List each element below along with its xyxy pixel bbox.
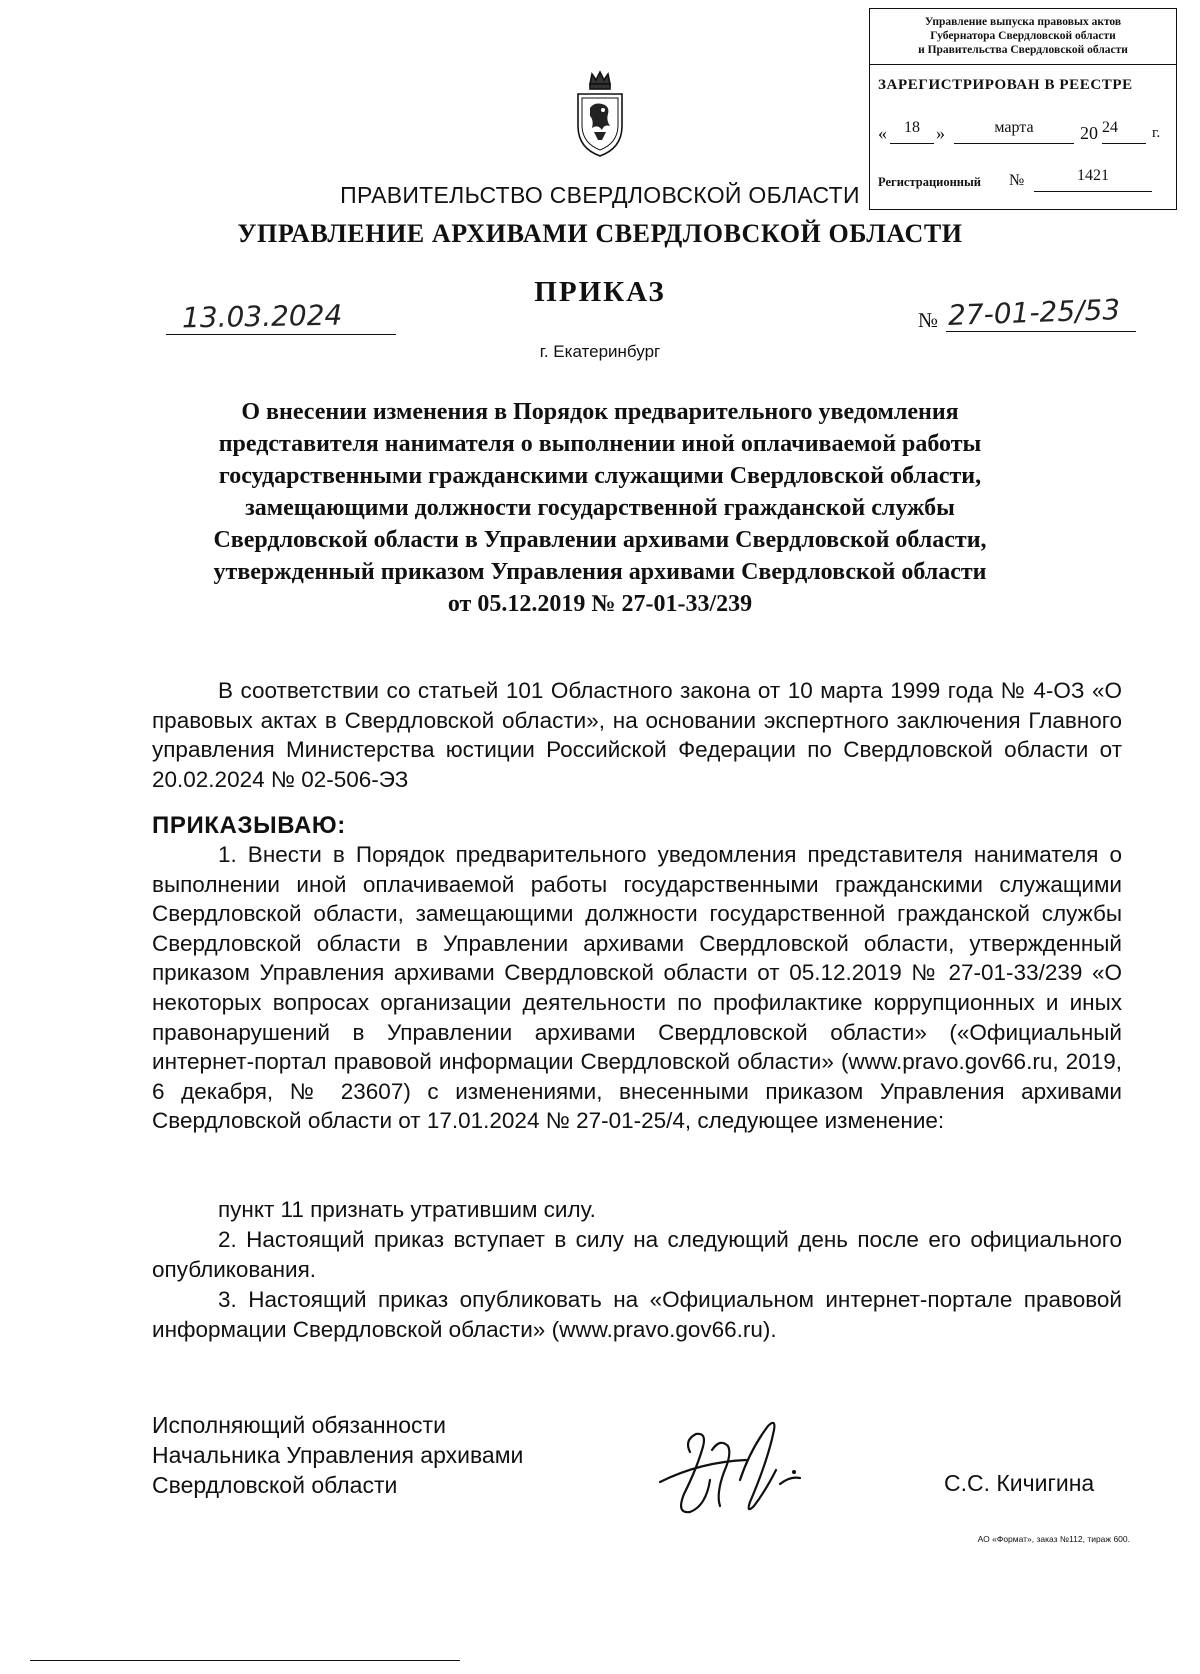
print-info: АО «Формат», заказ №112, тираж 600.: [977, 1534, 1130, 1544]
stamp-day: 18: [890, 119, 934, 144]
stamp-registered-label: ЗАРЕГИСТРИРОВАН В РЕЕСТРЕ: [878, 77, 1133, 93]
bottom-rule: [30, 1660, 460, 1661]
stamp-org-line: Губернатора Свердловской области: [930, 30, 1116, 42]
city: г. Екатеринбург: [539, 342, 661, 361]
document-type: ПРИКАЗ: [534, 276, 666, 308]
handwritten-signature: [650, 1410, 830, 1530]
order-title-line: представителя нанимателя о выполнении иной оплачиваемой работы: [218, 431, 982, 457]
department-header: УПРАВЛЕНИЕ АРХИВАМИ СВЕРДЛОВСКОЙ ОБЛАСТИ: [237, 219, 963, 248]
order-word: ПРИКАЗЫВАЮ:: [152, 812, 346, 839]
stamp-org-line: Управление выпуска правовых актов: [924, 16, 1122, 28]
signer-position-line: Исполняющий обязанности: [152, 1412, 446, 1438]
government-header: ПРАВИТЕЛЬСТВО СВЕРДЛОВСКОЙ ОБЛАСТИ: [340, 182, 860, 208]
stamp-number-sign: №: [1009, 172, 1025, 189]
item-1-paragraph: 1. Внести в Порядок предварительного уведомления представителя нанимателя о выполнении иной оплачиваемой работы государственными гражданскими служащими Свердловской области, замещающими должности государственной гражданской службы Свердловской области в Управлении архивами Свердловской области, утвержденный приказом Управления архивами Свердловской области от 05.12.2019 № 27-01-33/239 «О некоторых вопросах организации деятельности по профилактике коррупционных и иных правонарушений в Управлении архивами Свердловской области» («Официальный интернет-портал правовой информации Свердловской области» (www.pravo.gov66.ru, 2019, 6 декабря, № 23607) с изменениями, внесенными приказом Управления архивами Свердловской области от 17.01.2024 № 27-01-25/4, следующее изменение:: [152, 842, 1122, 1134]
stamp-number-label: Регистрационный: [878, 175, 981, 189]
signer-name: С.С. Кичигина: [944, 1470, 1095, 1496]
date-line: [166, 334, 396, 335]
handwritten-number: 27-01-25/53: [947, 293, 1121, 332]
order-title: [160, 396, 1040, 620]
preamble-paragraph: В соответствии со статьей 101 Областного закона от 10 марта 1999 года № 4-ОЗ «О правовых актах в Свердловской области», на основании экспертного заключения Главного управления Министерства юстиции Российской Федерации по Свердловской области от 20.02.2024 № 02-506-ЭЗ: [152, 678, 1122, 792]
stamp-number: 1421: [1034, 167, 1152, 192]
handwritten-date: 13.03.2024: [181, 298, 343, 335]
stamp-year-suffix: 24: [1102, 119, 1146, 144]
stamp-date: [878, 117, 1174, 145]
stamp-org-line: и Правительства Свердловской области: [918, 44, 1128, 56]
order-title-line: утвержденный приказом Управления архивами Свердловской области: [213, 559, 987, 585]
number-line: [946, 331, 1136, 332]
item-3-paragraph: 3. Настоящий приказ опубликовать на «Официальном интернет-портале правовой информации Свердловской области» (www.pravo.gov66.ru).: [152, 1287, 1122, 1342]
stamp-organization: [870, 9, 1176, 65]
signer-position: [152, 1410, 523, 1500]
stamp-month: марта: [954, 119, 1074, 144]
stamp-year-unit: г.: [1152, 125, 1161, 141]
item-1-subparagraph: пункт 11 признать утратившим силу.: [218, 1197, 596, 1222]
signer-position-line: Свердловской области: [152, 1472, 398, 1498]
order-title-line: государственными гражданскими служащими Свердловской области,: [218, 463, 982, 489]
order-title-line: от 05.12.2019 № 27-01-33/239: [447, 591, 753, 617]
stamp-quote-close: »: [936, 123, 945, 143]
order-title-line: О внесении изменения в Порядок предварительного уведомления: [241, 399, 959, 425]
item-2-paragraph: 2. Настоящий приказ вступает в силу на следующий день после его официального опубликования.: [152, 1227, 1122, 1282]
coat-of-arms-emblem: [572, 70, 628, 158]
stamp-year-prefix: 20: [1080, 123, 1098, 143]
signer-position-line: Начальника Управления архивами: [152, 1442, 524, 1468]
order-title-line: замещающими должности государственной гражданской службы: [245, 495, 955, 521]
number-sign: №: [918, 308, 939, 332]
order-title-line: Свердловской области в Управлении архивами Свердловской области,: [213, 527, 987, 553]
stamp-quote-open: «: [878, 123, 887, 143]
registration-stamp: [869, 8, 1177, 210]
